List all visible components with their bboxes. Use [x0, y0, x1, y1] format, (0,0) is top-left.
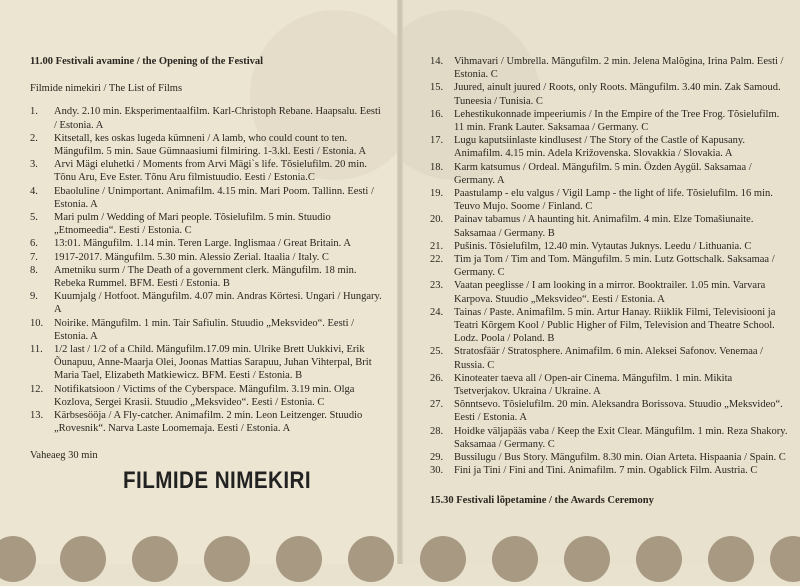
film-number: 29. — [430, 452, 444, 464]
film-item — [430, 425, 790, 451]
film-entry-text: Noirike. Mängufilm. 1 min. Tair Safiulin. Stuudio „Meksvideo“. Eesti / Estonia. A — [54, 317, 355, 342]
film-item — [30, 237, 385, 250]
left-page — [0, 0, 400, 564]
film-entry-text: 1/2 last / 1/2 of a Child. Mängufilm.17.09 min. Ulrike Brett Uukkivi, Erik Õunapuu, Anne-Maarja Olei, Joonas Mattias Sarapuu, Juhan Vihterpal, Brit Maria Tael, Elizabeth Matkiewicz. BFM. Eesti / Estonia. B — [54, 344, 372, 382]
film-item — [30, 158, 385, 184]
film-item — [430, 398, 790, 424]
page-fold — [397, 0, 403, 564]
right-content — [430, 55, 790, 507]
film-entry-text: Lugu kaputsiinlaste kindlusest / The Story of the Castle of Kapusany. Animafilm. 4.15 min. Adela Križovenska. Slovakkia / Slovakia. A — [454, 135, 746, 160]
film-number: 28. — [430, 425, 444, 437]
intermission-note: Vaheaeg 30 min — [30, 450, 98, 462]
film-number: 1. — [30, 106, 38, 118]
film-item — [430, 253, 790, 279]
film-number: 15. — [430, 82, 444, 94]
film-item — [430, 187, 790, 213]
film-entry-text: Paastulamp - elu valgus / Vigil Lamp - the light of life. Tõsielufilm. 16 min. Teuvo Mujo. Soome / Finland. C — [454, 188, 773, 213]
film-number: 3. — [30, 159, 38, 171]
film-entry-text: Tainas / Paste. Animafilm. 5 min. Artur Hanay. Riiklik Filmi, Televisiooni ja Teatri Kõrgem Kool / Public Higher of Film, Television and Theatre School. Lodz. Poola / Poland. B — [454, 306, 776, 345]
film-entry-text: Ametniku surm / The Death of a government clerk. Mängufilm. 18 min. Rebeka Rummel. BFM. Eesti / Estonia. B — [54, 264, 357, 290]
film-item — [430, 372, 790, 398]
film-item — [430, 161, 790, 187]
film-number: 26. — [430, 372, 444, 384]
film-number: 7. — [30, 251, 38, 263]
film-item — [30, 132, 385, 158]
film-item — [430, 451, 790, 464]
decorative-dots — [0, 536, 800, 586]
film-item — [30, 211, 385, 237]
film-number: 10. — [30, 317, 44, 329]
closing-heading: 15.30 Festivali lõpetamine / the Awards Ceremony — [430, 494, 654, 506]
film-entry-text: Hoidke väljapääs vaba / Keep the Exit Clear. Mängufilm. 1 min. Reza Shakory. Saksamaa / Germany. C — [454, 425, 788, 450]
film-item — [30, 343, 385, 383]
film-number: 14. — [430, 56, 444, 67]
film-number: 27. — [430, 399, 444, 411]
film-item — [430, 134, 790, 160]
film-entry-text: Kinoteater taeva all / Open-air Cinema. Mängufilm. 1 min. Mikita Tsetverjakov. Ukraina / Ukraine. A — [454, 372, 733, 398]
film-number: 2. — [30, 132, 38, 144]
film-number: 12. — [30, 383, 44, 395]
film-item — [30, 105, 385, 131]
list-big-title: FILMIDE NIMEKIRI — [123, 467, 312, 494]
film-entry-text: 1917-2017. Mängufilm. 5.30 min. Alessio Zerial. Itaalia / Italy. C — [54, 251, 329, 263]
film-number: 23. — [430, 280, 444, 292]
film-number: 11. — [30, 344, 43, 356]
film-number: 30. — [430, 465, 444, 477]
film-entry-text: Fini ja Tini / Fini and Tini. Animafilm. 7 min. Ogablick Film. Austria. C — [454, 465, 758, 477]
film-item — [30, 383, 385, 409]
film-entry-text: Notifikatsioon / Victims of the Cyberspace. Mängufilm. 3.19 min. Olga Kozlova, Sergei Krasii. Stuudio „Meksvideo“. Eesti / Estonia. C — [54, 383, 355, 408]
film-number: 21. — [430, 240, 444, 252]
film-number: 24. — [430, 306, 444, 318]
film-item — [430, 108, 790, 134]
film-entry-text: Kärbsesööja / A Fly-catcher. Animafilm. 2 min. Leon Leitzenger. Stuudio „Rovesnik“. Narva Laste Loomemaja. Eesti / Estonia. A — [54, 410, 363, 435]
film-item — [30, 290, 385, 316]
film-entry-text: Arvi Mägi eluhetki / Moments from Arvi Mägi`s life. Tõsielufilm. 20 min. Tõnu Aru, Eve Ester. Tõnu Aru filmistuudio. Eesti / Estonia.C — [54, 159, 368, 184]
film-entry-text: Kitsetall, kes oskas lugeda kümneni / A lamb, who could count to ten. Mängufilm. 5 min. Saue Gümnaasiumi filmiring. 1-3.kl. Eesti / Estonia. A — [54, 132, 367, 158]
film-entry-text: Painav tabamus / A haunting hit. Animafilm. 4 min. Elze Tomašiunaite. Saksamaa / Germany. B — [454, 214, 754, 239]
film-number: 8. — [30, 264, 38, 276]
film-number: 18. — [430, 161, 444, 173]
film-entry-text: Kuumjalg / Hotfoot. Mängufilm. 4.07 min. Andras Körtesi. Ungari / Hungary. A — [54, 291, 382, 316]
film-number: 17. — [430, 135, 444, 147]
film-entry-text: Vaatan peeglisse / I am looking in a mirror. Booktrailer. 1.05 min. Varvara Karpova. Stuudio „Meksvideo“. Eesti / Estonia. A — [454, 280, 766, 305]
film-item — [430, 306, 790, 346]
film-item — [430, 213, 790, 239]
film-item — [30, 409, 385, 435]
film-entry-text: Andy. 2.10 min. Eksperimentaalfilm. Karl-Christoph Rebane. Haapsalu. Eesti / Estonia. A — [54, 106, 381, 131]
film-item — [30, 185, 385, 211]
film-number: 4. — [30, 185, 38, 197]
film-number: 19. — [430, 188, 444, 200]
film-number: 22. — [430, 254, 444, 266]
film-entry-text: Lehestikukonnade impeeriumis / In the Empire of the Tree Frog. Tõsielufilm. 11 min. Frank Lauter. Saksamaa / Germany. C — [454, 108, 780, 134]
film-item — [430, 464, 790, 477]
right-page — [400, 0, 800, 564]
film-entry-text: 13:01. Mängufilm. 1.14 min. Teren Large. Inglismaa / Great Britain. A — [54, 238, 351, 250]
film-number: 9. — [30, 291, 38, 303]
film-entry-text: Pušinis. Tõsielufilm, 12.40 min. Vytautas Juknys. Leedu / Lithuania. C — [454, 240, 752, 252]
film-entry-text: Juured, ainult juured / Roots, only Roots. Mängufilm. 3.40 min. Zak Samoud. Tuneesia / Tunisia. C — [454, 82, 781, 107]
film-list-left — [30, 105, 385, 435]
film-entry-text: Bussilugu / Bus Story. Mängufilm. 8.30 min. Oian Arteta. Hispaania / Spain. C — [454, 452, 786, 464]
film-item — [30, 251, 385, 264]
opening-heading: 11.00 Festivali avamine / the Opening of the Festival — [30, 56, 264, 67]
film-number: 16. — [430, 108, 444, 120]
film-entry-text: Ebaoluline / Unimportant. Animafilm. 4.15 min. Mari Poom. Tallinn. Eesti / Estonia. A — [54, 185, 374, 210]
film-number: 20. — [430, 214, 444, 226]
film-entry-text: Sõnntsevo. Tõsielufilm. 20 min. Aleksandra Borissova. Stuudio „Meksvideo“. Eesti / Estonia. A — [454, 399, 783, 424]
film-number: 25. — [430, 346, 444, 358]
film-number: 13. — [30, 410, 44, 422]
film-item — [430, 279, 790, 305]
film-item — [30, 317, 385, 343]
film-entry-text: Vihmavari / Umbrella. Mängufilm. 2 min. Jelena Malõgina, Irina Palm. Eesti / Estonia. C — [454, 56, 784, 81]
film-item — [430, 55, 790, 81]
film-entry-text: Karm katsumus / Ordeal. Mängufilm. 5 min. Özden Aygül. Saksamaa / Germany. A — [454, 161, 752, 186]
film-entry-text: Stratosfäär / Stratosphere. Animafilm. 6 min. Aleksei Safonov. Venemaa / Russia. C — [454, 346, 764, 371]
film-number: 5. — [30, 212, 38, 224]
left-content — [30, 55, 385, 463]
film-number: 6. — [30, 238, 38, 250]
film-list-right — [430, 55, 790, 478]
list-title: Filmide nimekiri / The List of Films — [30, 83, 183, 95]
film-entry-text: Tim ja Tom / Tim and Tom. Mängufilm. 5 min. Lutz Gottschalk. Saksamaa / Germany. C — [454, 254, 775, 279]
film-item — [430, 345, 790, 371]
film-item — [430, 240, 790, 253]
film-entry-text: Mari pulm / Wedding of Mari people. Tõsielufilm. 5 min. Stuudio „Etnomeedia“. Eesti / Estonia. C — [54, 212, 331, 237]
film-item — [30, 264, 385, 290]
film-item — [430, 81, 790, 107]
